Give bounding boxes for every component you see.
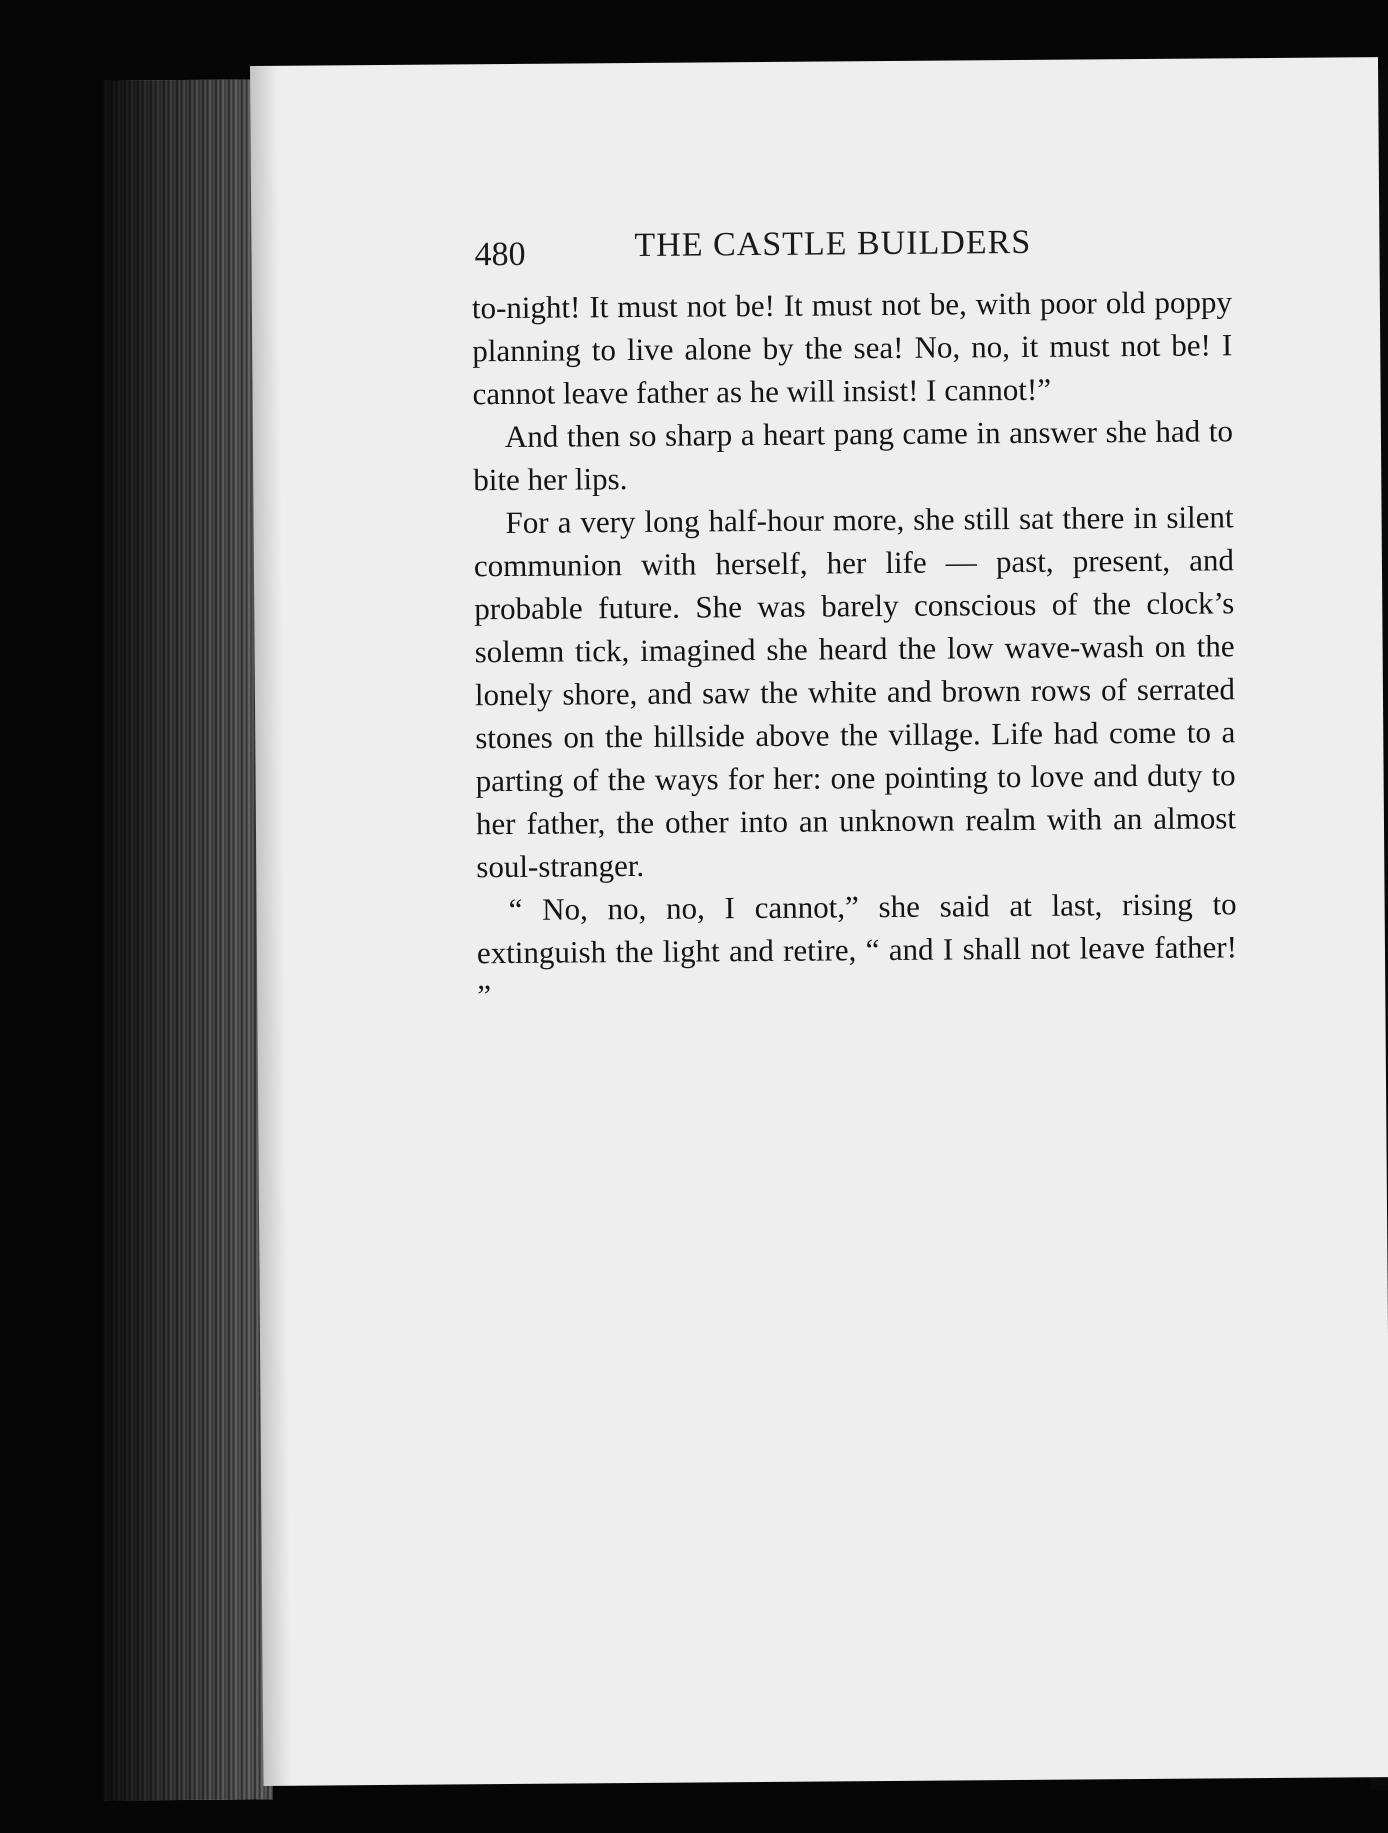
paragraph: “ No, no, no, I cannot,” she said at last, rising to extinguish the light and retire, “ and I shall not leave father! ” bbox=[476, 886, 1238, 1014]
body-text bbox=[472, 280, 1238, 1017]
paragraph-continued: to-night! It must not be! It must not be, with poor old poppy planning to live alone by the sea! No, no, it must not be! I cannot leave father as he will insist! I cannot!” bbox=[471, 284, 1233, 412]
page-number: 480 bbox=[474, 235, 526, 274]
book-page bbox=[250, 57, 1388, 1786]
book-page-edges bbox=[103, 79, 273, 1800]
running-title: THE CASTLE BUILDERS bbox=[634, 223, 1032, 264]
paragraph: For a very long half-hour more, she still sat there in silent communion with herself, her life — past, present, and probable future. She was barely conscious of the clock’s solemn tick, imagined she heard the low wave-wash on the lonely shore, and saw the white and brown rows of serrated stones on the hillside above the village. Life had come to a parting of the ways for her: one pointing to love and duty to her father, the other into an unknown realm with an almost soul-stranger. bbox=[473, 499, 1237, 885]
paragraph: And then so sharp a heart pang came in answer she had to bite her lips. bbox=[473, 413, 1234, 498]
running-head bbox=[474, 222, 1274, 288]
